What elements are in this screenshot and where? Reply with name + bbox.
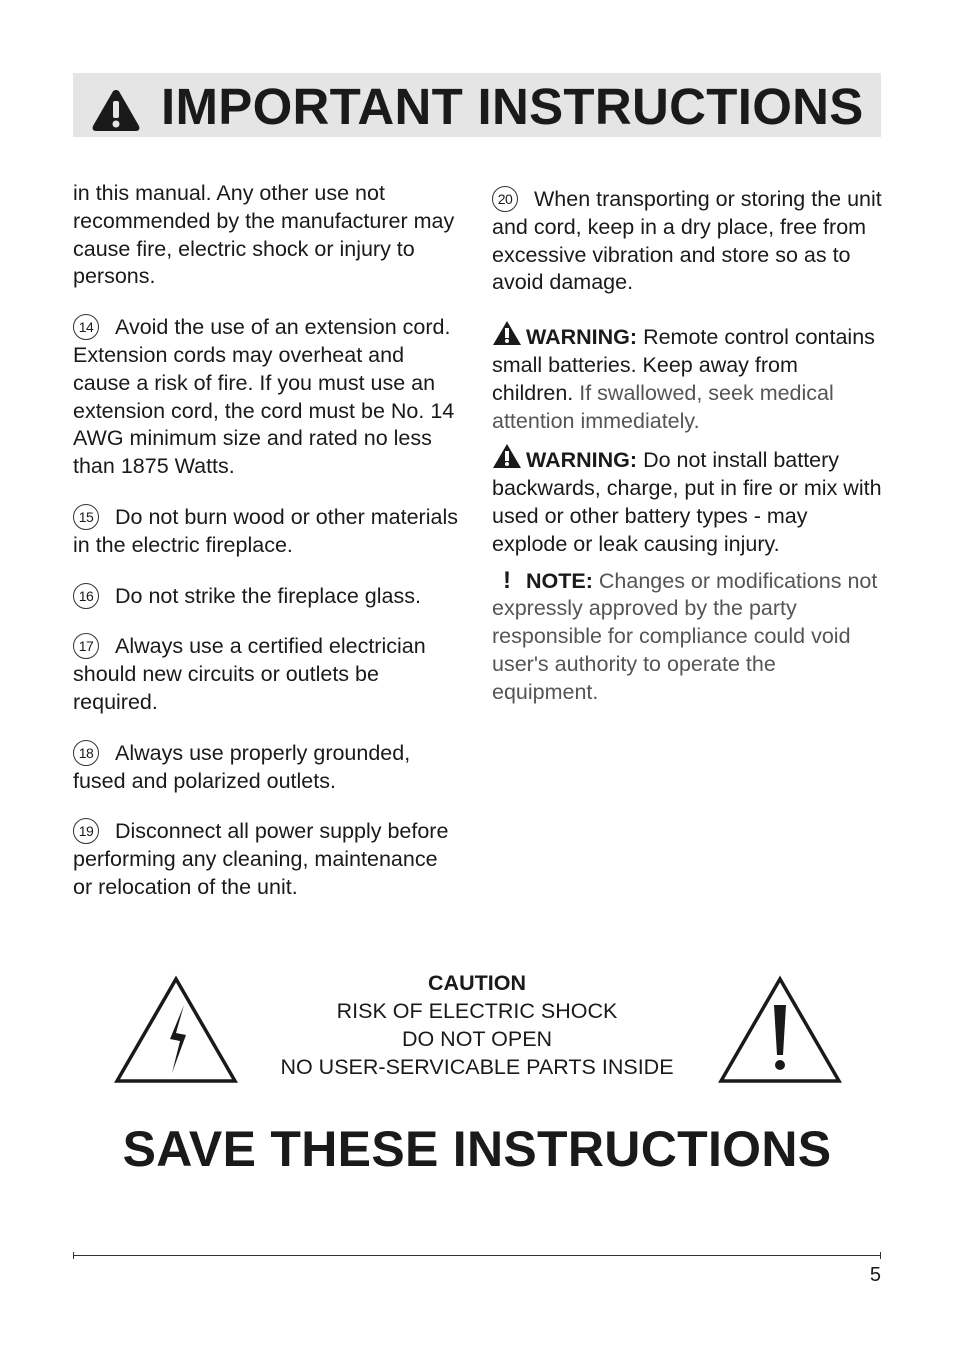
save-instructions-title: SAVE THESE INSTRUCTIONS xyxy=(122,1121,832,1177)
warning-batteries xyxy=(492,320,884,435)
instruction-18 xyxy=(73,740,458,796)
warning-icon xyxy=(492,443,522,469)
caution-line: NO USER-SERVICABLE PARTS INSIDE xyxy=(280,1055,674,1079)
instruction-text: Disconnect all power supply before performing any cleaning, maintenance or relocation of the unit. xyxy=(73,819,449,899)
caution-title: CAUTION xyxy=(428,971,526,995)
item-number-16: 16 xyxy=(73,583,99,609)
instruction-19 xyxy=(73,818,458,901)
instruction-text: Do not burn wood or other materials in the electric fireplace. xyxy=(73,504,458,557)
caution-line: DO NOT OPEN xyxy=(401,1027,553,1051)
item-number-18: 18 xyxy=(73,740,99,766)
exclamation-icon: ! xyxy=(503,566,511,594)
intro-text: in this manual. Any other use not recommended by the manufacturer may cause fire, electric shock or injury to persons. xyxy=(73,181,455,289)
footer-divider-tick xyxy=(73,1252,74,1259)
page-title: IMPORTANT INSTRUCTIONS xyxy=(161,78,864,135)
item-number-20: 20 xyxy=(492,186,518,212)
caution-block xyxy=(240,969,714,1081)
warning-text: Do not install battery backwards, charge, put in fire or mix with used or other battery types - may explode or leak causing injury. xyxy=(492,448,882,556)
warning-label: WARNING: xyxy=(526,325,638,350)
note-modifications xyxy=(492,567,884,707)
note-label: NOTE: xyxy=(526,568,593,593)
instruction-text: Do not strike the fireplace glass. xyxy=(115,583,421,608)
exclamation-icon xyxy=(718,975,842,1085)
item-number-19: 19 xyxy=(73,818,99,844)
page-number: 5 xyxy=(869,1264,881,1286)
warning-icon xyxy=(91,88,141,132)
caution-line: RISK OF ELECTRIC SHOCK xyxy=(336,999,618,1023)
right-column xyxy=(492,180,884,730)
warning-install xyxy=(492,443,884,558)
instruction-17 xyxy=(73,633,458,716)
warning-text: Remote control contains small batteries. Keep away from children. xyxy=(492,325,875,405)
instruction-text: Always use properly grounded, fused and polarized outlets. xyxy=(73,740,411,793)
header-band xyxy=(73,73,881,137)
electric-shock-icon xyxy=(114,975,238,1085)
warning-text-secondary: If swallowed, seek medical attention immediately. xyxy=(492,380,834,433)
instruction-text: When transporting or storing the unit and cord, keep in a dry place, free from excessive vibration and store so as to avoid damage. xyxy=(492,187,882,295)
note-text: Changes or modifications not expressly approved by the party responsible for compliance could void user's authority to operate the equipment. xyxy=(492,568,878,704)
item-number-15: 15 xyxy=(73,504,99,530)
left-column xyxy=(73,180,458,925)
instruction-text: Avoid the use of an extension cord. Extension cords may overheat and cause a risk of fire. If you must use an extension cord, the cord must be No. 14 AWG minimum size and rated no less than 1875 Watts. xyxy=(73,315,455,479)
warning-icon xyxy=(492,320,522,346)
footer-divider-tick xyxy=(880,1252,881,1259)
item-number-17: 17 xyxy=(73,633,99,659)
warning-label: WARNING: xyxy=(526,448,638,473)
instruction-14 xyxy=(73,314,458,481)
footer-divider xyxy=(73,1255,881,1256)
item-number-14: 14 xyxy=(73,314,99,340)
instruction-text: Always use a certified electrician should new circuits or outlets be required. xyxy=(73,634,426,714)
instruction-15 xyxy=(73,504,458,560)
instruction-16 xyxy=(73,583,458,611)
instruction-20 xyxy=(492,186,884,297)
